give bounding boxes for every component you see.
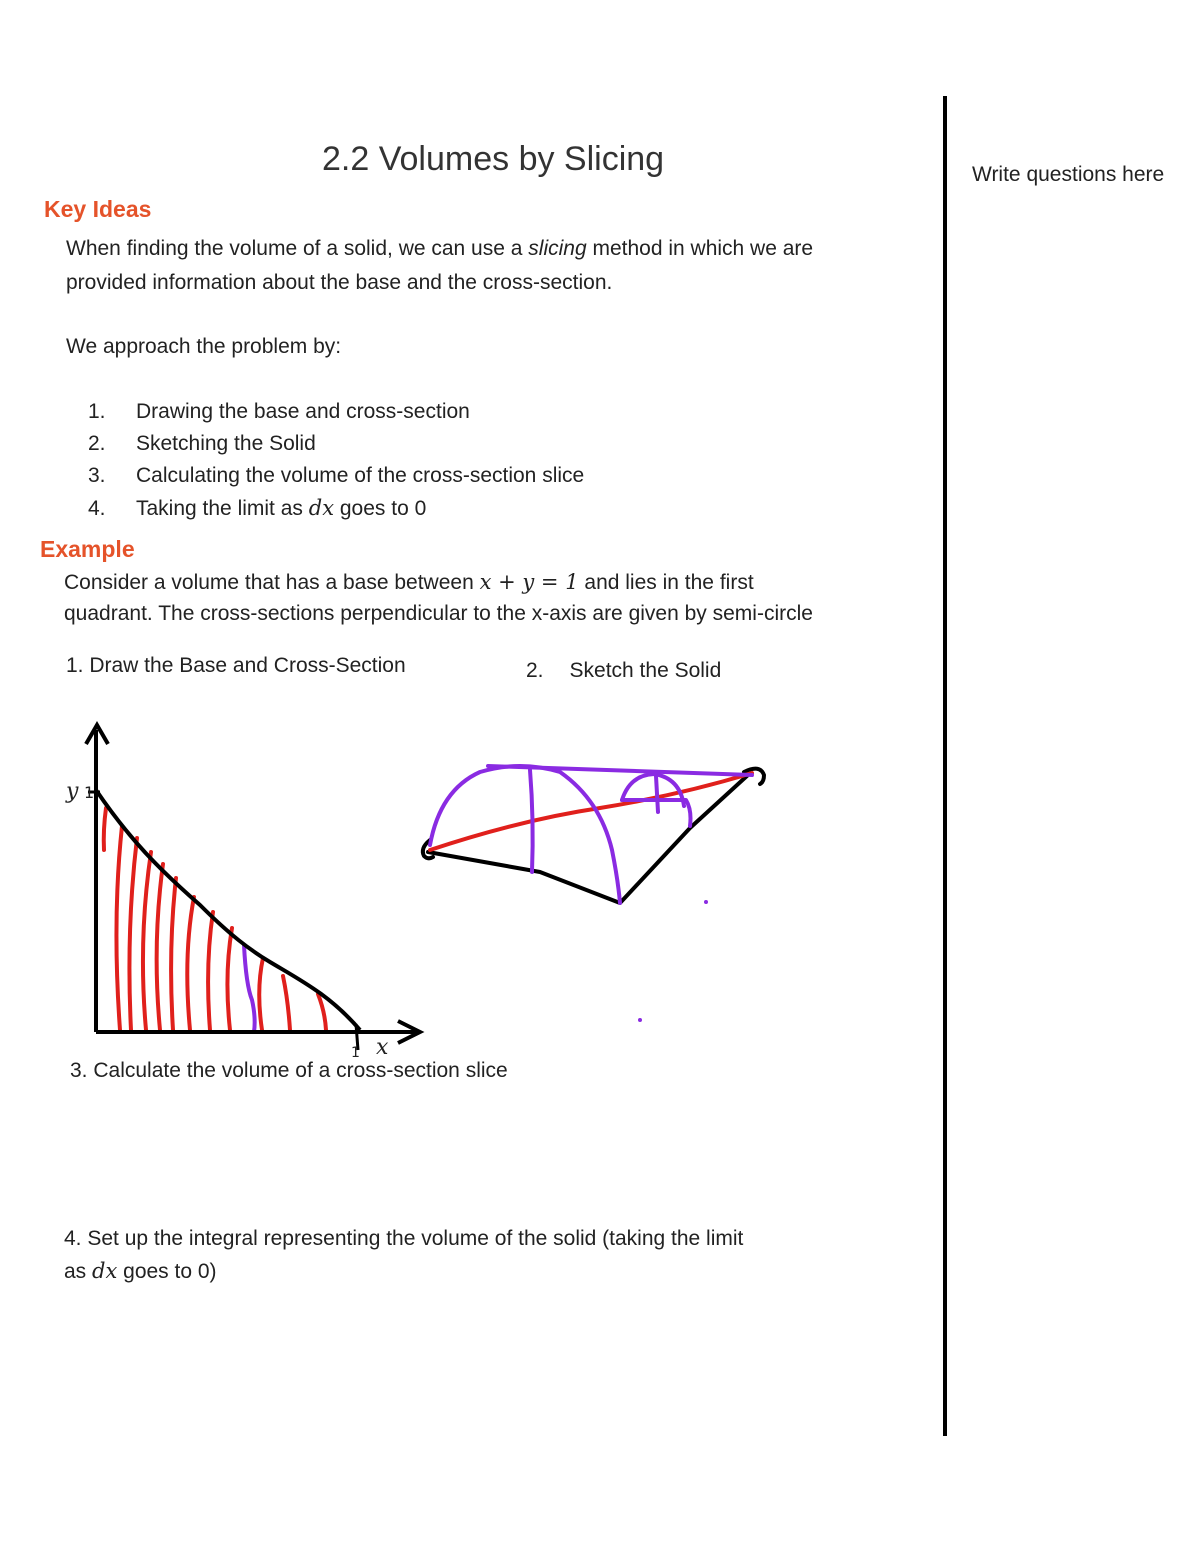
slice-stroke <box>104 808 106 850</box>
task-2-number: 2. <box>526 659 544 682</box>
task-3-label: 3. Calculate the volume of a cross-section slice <box>70 1059 508 1082</box>
task-4-text-start: as <box>64 1260 93 1283</box>
slice-stroke <box>208 912 213 1030</box>
solid-top-edge <box>488 766 752 775</box>
step-text: Sketching the Solid <box>136 432 316 455</box>
key-ideas-heading: Key Ideas <box>44 196 152 222</box>
column-divider <box>943 96 947 1436</box>
task-4-text-end: goes to 0) <box>117 1260 217 1283</box>
y-tick-label: 1 <box>84 783 95 802</box>
task-4-line-1: 4. Set up the integral representing the volume of the solid (taking the limit <box>64 1227 744 1250</box>
purple-slice <box>244 945 255 1032</box>
intro-line-2: provided information about the base and the cross-section. <box>66 271 613 294</box>
step-text: Drawing the base and cross-section <box>136 400 470 423</box>
intro-emphasis: slicing <box>528 237 587 260</box>
step-number: 1. <box>88 400 106 423</box>
page-title: 2.2 Volumes by Slicing <box>322 140 665 178</box>
task-2-text: Sketch the Solid <box>569 659 722 682</box>
solid-spine <box>430 773 752 850</box>
solid-base-edge <box>428 775 748 903</box>
task-1-label: 1. Draw the Base and Cross-Section <box>66 654 406 677</box>
base-equation: x + y = 1 <box>479 570 579 594</box>
example-text-end: and lies in the first <box>578 571 754 594</box>
questions-note: Write questions here <box>972 163 1165 186</box>
slice-stroke <box>143 852 151 1030</box>
step-math: dx <box>308 496 335 520</box>
step-text: Calculating the volume of the cross-section slice <box>136 464 585 487</box>
y-axis-label: y <box>66 779 79 804</box>
example-heading: Example <box>40 536 135 562</box>
slice-stroke <box>318 994 326 1030</box>
x-tick-label: 1 <box>351 1045 360 1061</box>
slice-stroke <box>157 864 163 1030</box>
step-text-end: goes to 0 <box>334 497 427 520</box>
step-number: 3. <box>88 464 106 487</box>
slice-stroke <box>187 897 194 1030</box>
example-text-start: Consider a volume that has a base between <box>64 571 480 594</box>
large-cross-section-arc <box>430 766 620 903</box>
step-number: 2. <box>88 432 106 455</box>
x-axis-label: x <box>376 1035 389 1060</box>
step-number: 4. <box>88 497 106 520</box>
slice-stroke <box>283 976 290 1030</box>
base-sketch <box>65 725 420 1061</box>
stray-dot <box>704 900 708 904</box>
approach-text: We approach the problem by: <box>66 335 342 358</box>
task-4-math: dx <box>92 1259 118 1283</box>
intro-text-start: When finding the volume of a solid, we can use a <box>66 237 529 260</box>
slice-stroke <box>116 826 122 1030</box>
slice-stroke <box>171 878 176 1030</box>
solid-sketch <box>423 766 764 1022</box>
stray-dot <box>638 1018 642 1022</box>
example-line-2: quadrant. The cross-sections perpendicular to the x-axis are given by semi-circle <box>64 602 813 625</box>
step-text-start: Taking the limit as <box>136 497 309 520</box>
slice-stroke <box>259 958 263 1030</box>
slice-stroke <box>227 928 232 1030</box>
slice-stroke <box>129 838 137 1030</box>
task-4-line-2 <box>64 1259 217 1284</box>
small-cross-section-radius <box>656 776 658 812</box>
intro-text-end: method in which we are <box>586 237 814 260</box>
